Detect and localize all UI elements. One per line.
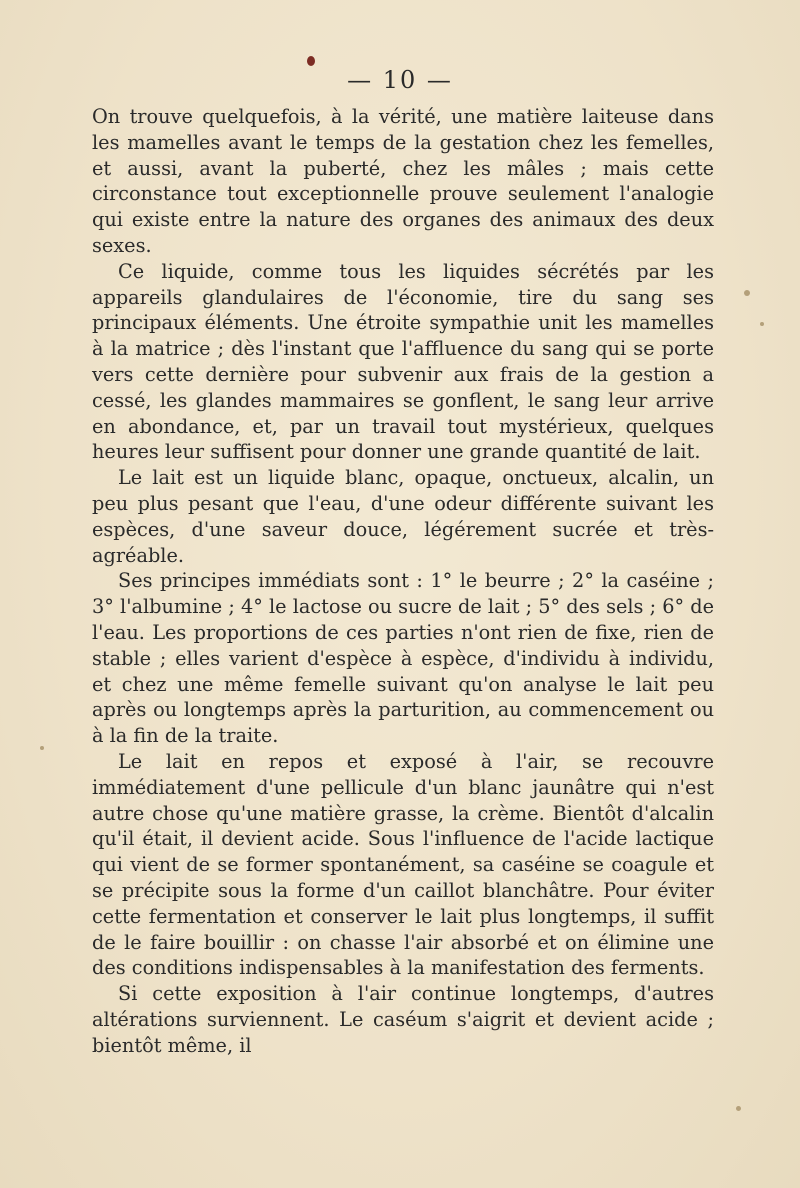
paragraph: Le lait est un liquide blanc, opaque, onctueux, alcalin, un peu plus pesant que l'eau, d'une odeur différente suivant les espèces, d'une saveur douce, légérement sucrée et très-agréable. — [92, 466, 714, 567]
body-text — [92, 104, 714, 1058]
foxing-spot — [736, 1106, 741, 1111]
page-number: — 10 — — [347, 66, 453, 94]
paragraph: Si cette exposition à l'air continue longtemps, d'autres altérations surviennent. Le caséum s'aigrit et devient acide ; bientôt même, il — [92, 982, 714, 1057]
foxing-spot — [40, 746, 44, 750]
paragraph: Ce liquide, comme tous les liquides sécrétés par les appareils glandulaires de l'économie, tire du sang ses principaux éléments. Une étroite sympathie unit les mamelles à la matrice ; dès l'instant que l'affluence du sang qui se porte vers cette dernière pour subvenir aux frais de la gestion a cessé, les glandes mammaires se gonflent, le sang leur arrive en abondance, et, par un travail tout mystérieux, quelques heures leur suffisent pour donner une grande quantité de lait. — [92, 259, 714, 464]
paragraph: Le lait en repos et exposé à l'air, se recouvre immédiatement d'une pellicule d'un blanc jaunâtre qui n'est autre chose qu'une matière grasse, la crème. Bientôt d'alcalin qu'il était, il devient acide. Sous l'influence de l'acide lactique qui vient de se former spontanément, sa caséine se coagule et se précipite sous la forme d'un caillot blanchâtre. Pour éviter cette fermentation et conserver le lait plus longtemps, il suffit de le faire bouillir : on chasse l'air absorbé et on élimine une des conditions indispensables à la manifestation des ferments. — [92, 749, 714, 980]
paragraph: On trouve quelquefois, à la vérité, une matière laiteuse dans les mamelles avant le temps de la gestation chez les femelles, et aussi, avant la puberté, chez les mâles ; mais cette circonstance tout exceptionnelle prouve seulement l'analogie qui existe entre la nature des organes des animaux des deux sexes. — [92, 105, 714, 257]
paragraph: Ses principes immédiats sont : 1° le beurre ; 2° la caséine ; 3° l'albumine ; 4° le lactose ou sucre de lait ; 5° des sels ; 6° de l'eau. Les proportions de ces parties n'ont rien de fixe, rien de stable ; elles varient d'espèce à espèce, d'individu à individu, et chez une même femelle suivant qu'on analyse le lait peu après ou longtemps après la parturition, au commencement ou à la fin de la traite. — [92, 569, 714, 748]
foxing-spot — [744, 290, 750, 296]
foxing-spot — [760, 322, 764, 326]
ink-spot — [307, 56, 315, 66]
